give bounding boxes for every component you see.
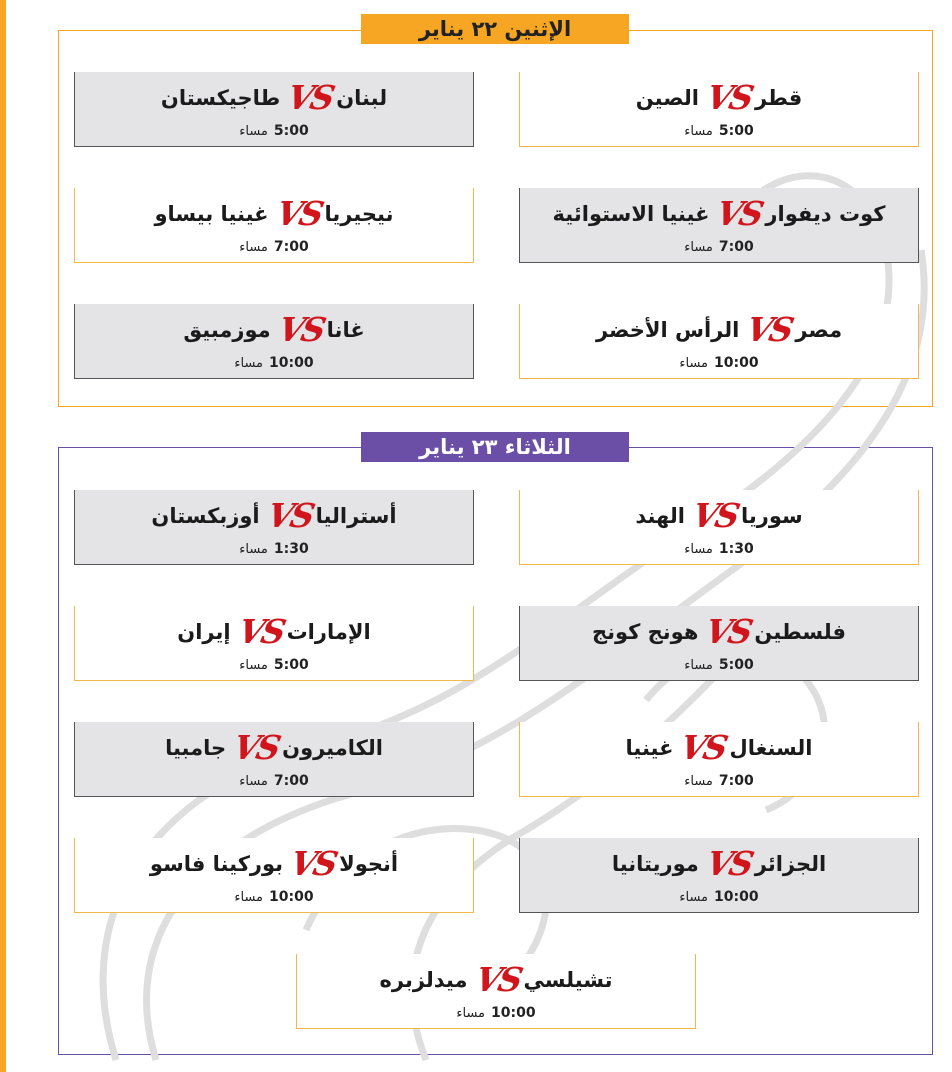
match-card [74, 722, 474, 797]
kickoff-period: مساء [234, 355, 264, 371]
vs-icon: VS [688, 496, 741, 535]
kickoff-time: 10:00 [714, 355, 759, 371]
away-team: الهند [635, 504, 685, 528]
kickoff-time: 7:00 [273, 773, 309, 789]
kickoff-time: 7:00 [273, 239, 309, 255]
away-team: جامبيا [165, 736, 227, 760]
kickoff-period: مساء [684, 773, 713, 789]
kickoff-time: 1:30 [273, 541, 309, 557]
kickoff-time: 7:00 [718, 239, 754, 255]
away-team: بوركينا فاسو [149, 852, 284, 876]
home-team: أستراليا [315, 504, 397, 528]
home-team: تشيلسي [523, 968, 613, 992]
kickoff-period: مساء [679, 889, 709, 905]
kickoff-time: 10:00 [714, 889, 759, 905]
home-team: مصر [795, 318, 843, 342]
match-card [296, 954, 696, 1029]
kickoff-time: 10:00 [491, 1005, 536, 1021]
home-team: الإمارات [286, 620, 371, 644]
match-card [519, 490, 919, 565]
home-team: السنغال [729, 736, 813, 760]
vs-icon: VS [702, 612, 755, 651]
kickoff-period: مساء [684, 239, 713, 255]
kickoff-period: مساء [239, 773, 268, 789]
away-team: ميدلزبره [379, 968, 468, 992]
away-team: الرأس الأخضر [595, 318, 740, 342]
home-team: فلسطين [754, 620, 847, 644]
vs-icon: VS [471, 960, 524, 999]
vs-icon: VS [713, 194, 766, 233]
home-team: الكاميرون [282, 736, 383, 760]
day-header-monday: الإثنين ٢٢ يناير [361, 14, 629, 44]
away-team: غينيا [625, 736, 674, 760]
vs-icon: VS [234, 612, 287, 651]
day-header-tuesday: الثلاثاء ٢٣ يناير [361, 432, 629, 462]
kickoff-time: 5:00 [718, 123, 754, 139]
vs-icon: VS [702, 78, 755, 117]
kickoff-period: مساء [234, 889, 264, 905]
kickoff-time: 5:00 [273, 123, 309, 139]
vs-icon: VS [263, 496, 316, 535]
vs-icon: VS [284, 78, 336, 117]
kickoff-time: 10:00 [269, 889, 314, 905]
match-card [519, 72, 919, 147]
kickoff-period: مساء [239, 239, 268, 255]
home-team: كوت ديفوار [765, 202, 886, 226]
match-card [74, 188, 474, 263]
vs-icon: VS [743, 310, 796, 349]
vs-icon: VS [287, 844, 339, 883]
away-team: أوزبكستان [151, 504, 260, 528]
vs-icon: VS [272, 194, 325, 233]
away-team: إيران [177, 620, 231, 644]
kickoff-period: مساء [456, 1005, 486, 1021]
kickoff-period: مساء [684, 657, 713, 673]
kickoff-time: 1:30 [718, 541, 754, 557]
kickoff-time: 5:00 [718, 657, 754, 673]
home-team: نيجيريا [324, 202, 394, 226]
kickoff-time: 5:00 [273, 657, 309, 673]
away-team: هونج كونج [591, 620, 699, 644]
away-team: موريتانيا [611, 852, 699, 876]
home-team: قطر [754, 86, 803, 110]
match-card [519, 606, 919, 681]
vs-icon: VS [274, 310, 327, 349]
home-team: لبنان [336, 86, 388, 110]
kickoff-period: مساء [684, 541, 713, 557]
kickoff-time: 7:00 [718, 773, 754, 789]
kickoff-period: مساء [239, 541, 268, 557]
home-team: أنجولا [339, 852, 399, 876]
kickoff-period: مساء [239, 123, 268, 139]
match-card [519, 722, 919, 797]
kickoff-period: مساء [239, 657, 268, 673]
kickoff-period: مساء [679, 355, 709, 371]
match-card [519, 304, 919, 379]
away-team: غينيا بيساو [154, 202, 269, 226]
away-team: طاجيكستان [160, 86, 281, 110]
vs-icon: VS [677, 728, 730, 767]
home-team: الجزائر [754, 852, 827, 876]
vs-icon: VS [230, 728, 282, 767]
match-card [74, 606, 474, 681]
match-card [519, 188, 919, 263]
home-team: غانا [326, 318, 365, 342]
match-card [74, 72, 474, 147]
away-team: غينيا الاستوائية [552, 202, 710, 226]
match-card [74, 490, 474, 565]
match-card [74, 304, 474, 379]
vs-icon: VS [702, 844, 755, 883]
kickoff-time: 10:00 [269, 355, 314, 371]
kickoff-period: مساء [684, 123, 713, 139]
match-card [74, 838, 474, 913]
away-team: موزمبيق [183, 318, 271, 342]
match-card [519, 838, 919, 913]
away-team: الصين [635, 86, 699, 110]
home-team: سوريا [740, 504, 803, 528]
